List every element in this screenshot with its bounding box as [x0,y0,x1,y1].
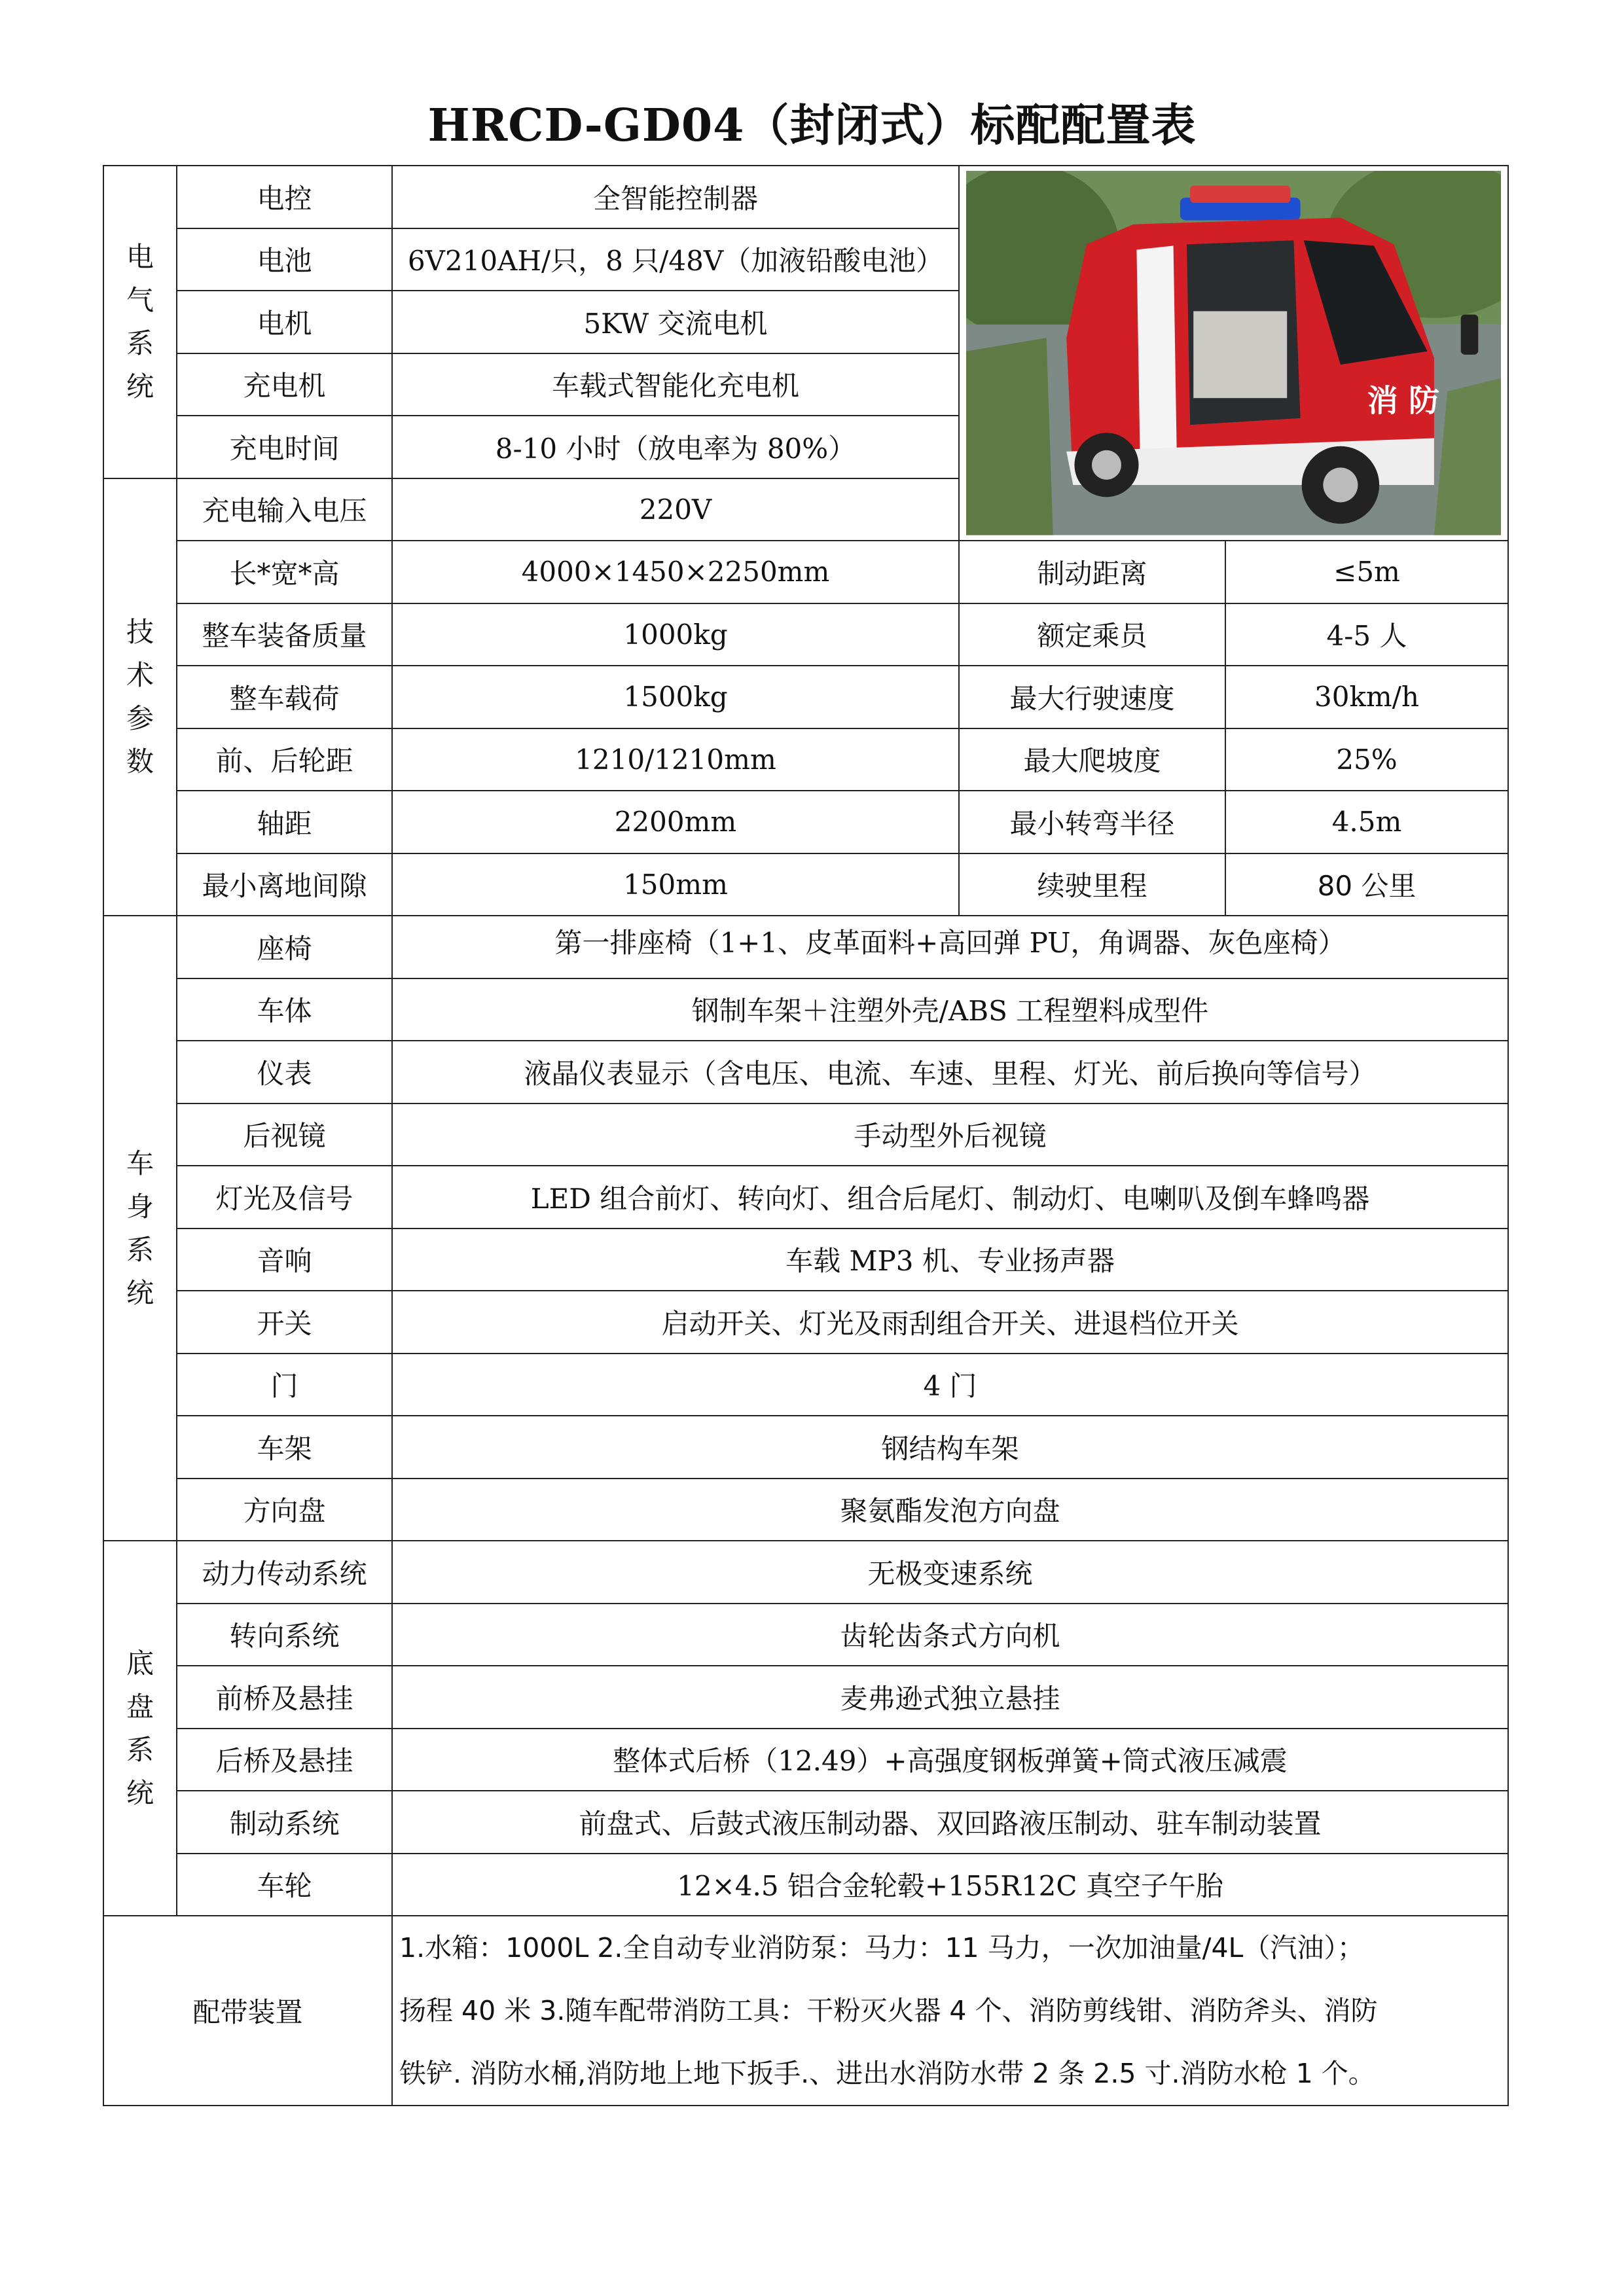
param-label: 后视镜 [177,1103,392,1166]
param-value: LED 组合前灯、转向灯、组合后尾灯、制动灯、电喇叭及倒车蜂鸣器 [392,1166,1508,1229]
section-chassis: 底 盘 系 统 [103,1541,177,1916]
param-value: 聚氨酯发泡方向盘 [392,1479,1508,1541]
accessories-line: 铁铲. 消防水桶,消防地上地下扳手.、进出水消防水带 2 条 2.5 寸.消防水枪 1 个。 [399,2058,1375,2089]
param-value: 齿轮齿条式方向机 [392,1604,1508,1666]
param-label: 车体 [177,978,392,1041]
param-value: 手动型外后视镜 [392,1103,1508,1166]
param-value: 4-5 人 [1225,603,1508,666]
param-value: 车载式智能化充电机 [392,353,959,416]
param-value: 150mm [392,853,959,916]
section-body: 车 身 系 统 [103,916,177,1541]
table-row [103,1166,1508,1229]
param-value: 25% [1225,728,1508,791]
table-row [103,1479,1508,1541]
param-value: 80 公里 [1225,853,1508,916]
param-label: 转向系统 [177,1604,392,1666]
accessories-line: 扬程 40 米 3.随车配带消防工具：干粉灭火器 4 个、消防剪线钳、消防斧头、消防 [399,1995,1378,2026]
param-value: 220V [392,478,959,541]
page-title: HRCD-GD04（封闭式）标配配置表 [427,99,1197,152]
param-label: 最小离地间隙 [177,853,392,916]
param-label: 仪表 [177,1041,392,1103]
param-label: 动力传动系统 [177,1541,392,1604]
param-label: 座椅 [177,916,392,978]
param-label: 电池 [177,228,392,291]
accessories-text [392,1916,1508,2106]
param-value: 1210/1210mm [392,728,959,791]
param-label: 车轮 [177,1854,392,1916]
table-row [103,1416,1508,1479]
table-row [103,1291,1508,1354]
param-label: 轴距 [177,791,392,853]
param-label: 充电机 [177,353,392,416]
param-value: 麦弗逊式独立悬挂 [392,1666,1508,1729]
table-row [103,1541,1508,1604]
param-value: 整体式后桥（12.49）+高强度钢板弹簧+筒式液压减震 [392,1729,1508,1791]
param-label: 充电输入电压 [177,478,392,541]
section-electrical: 电 气 系 统 [103,166,177,478]
param-value: 液晶仪表显示（含电压、电流、车速、里程、灯光、前后换向等信号） [392,1041,1508,1103]
param-value: 车载 MP3 机、专业扬声器 [392,1229,1508,1291]
table-row [103,916,1508,978]
table-row [103,791,1508,853]
param-label: 最大爬坡度 [959,728,1225,791]
table-row [103,1103,1508,1166]
param-value: 钢制车架＋注塑外壳/ABS 工程塑料成型件 [392,978,1508,1041]
table-row [103,728,1508,791]
spec-table [103,165,1509,2106]
param-label: 最大行驶速度 [959,666,1225,728]
param-value: 钢结构车架 [392,1416,1508,1479]
param-label: 门 [177,1354,392,1416]
param-label: 电机 [177,291,392,353]
param-value: 全智能控制器 [392,166,959,228]
param-label: 开关 [177,1291,392,1354]
param-value: 6V210AH/只，8 只/48V（加液铅酸电池） [392,228,959,291]
param-label: 整车载荷 [177,666,392,728]
photo-cell [959,166,1508,541]
param-label: 最小转弯半径 [959,791,1225,853]
param-label: 音响 [177,1229,392,1291]
table-row [103,1729,1508,1791]
table-row [103,1354,1508,1416]
section-technical: 技 术 参 数 [103,478,177,916]
param-value: 第一排座椅（1+1、皮革面料+高回弹 PU，角调器、灰色座椅） [392,916,1508,978]
param-value: 2200mm [392,791,959,853]
param-label: 充电时间 [177,416,392,478]
param-label: 方向盘 [177,1479,392,1541]
param-value: 4 门 [392,1354,1508,1416]
param-value: 启动开关、灯光及雨刮组合开关、进退档位开关 [392,1291,1508,1354]
param-label: 整车装备质量 [177,603,392,666]
param-label: 制动系统 [177,1791,392,1854]
param-value: 12×4.5 铝合金轮毂+155R12C 真空子午胎 [392,1854,1508,1916]
param-label: 电控 [177,166,392,228]
table-row [103,853,1508,916]
table-row [103,1666,1508,1729]
table-row [103,978,1508,1041]
param-label: 前桥及悬挂 [177,1666,392,1729]
fire-truck-photo [966,171,1501,535]
table-row [103,603,1508,666]
param-label: 续驶里程 [959,853,1225,916]
param-value: 4.5m [1225,791,1508,853]
accessories-label: 配带装置 [103,1916,392,2106]
param-label: 前、后轮距 [177,728,392,791]
param-label: 额定乘员 [959,603,1225,666]
table-row [103,1791,1508,1854]
param-value: 30km/h [1225,666,1508,728]
param-value: 4000×1450×2250mm [392,541,959,603]
accessories-line: 1.水箱：1000L 2.全自动专业消防泵：马力：11 马力，一次加油量/4L（汽油）； [399,1932,1364,1964]
table-row [103,1854,1508,1916]
param-value: 5KW 交流电机 [392,291,959,353]
param-value: ≤5m [1225,541,1508,603]
table-row [103,1604,1508,1666]
param-label: 制动距离 [959,541,1225,603]
param-value: 8-10 小时（放电率为 80%） [392,416,959,478]
param-value: 无极变速系统 [392,1541,1508,1604]
param-label: 车架 [177,1416,392,1479]
table-row [103,666,1508,728]
param-label: 后桥及悬挂 [177,1729,392,1791]
param-label: 长*宽*高 [177,541,392,603]
param-value: 前盘式、后鼓式液压制动器、双回路液压制动、驻车制动装置 [392,1791,1508,1854]
truck-door-text: 消 防 [1367,383,1440,420]
table-row [103,1041,1508,1103]
table-row [103,541,1508,603]
table-row [103,1229,1508,1291]
param-value: 1500kg [392,666,959,728]
param-label: 灯光及信号 [177,1166,392,1229]
table-row [103,1916,1508,2106]
param-value: 1000kg [392,603,959,666]
table-row [103,166,1508,228]
